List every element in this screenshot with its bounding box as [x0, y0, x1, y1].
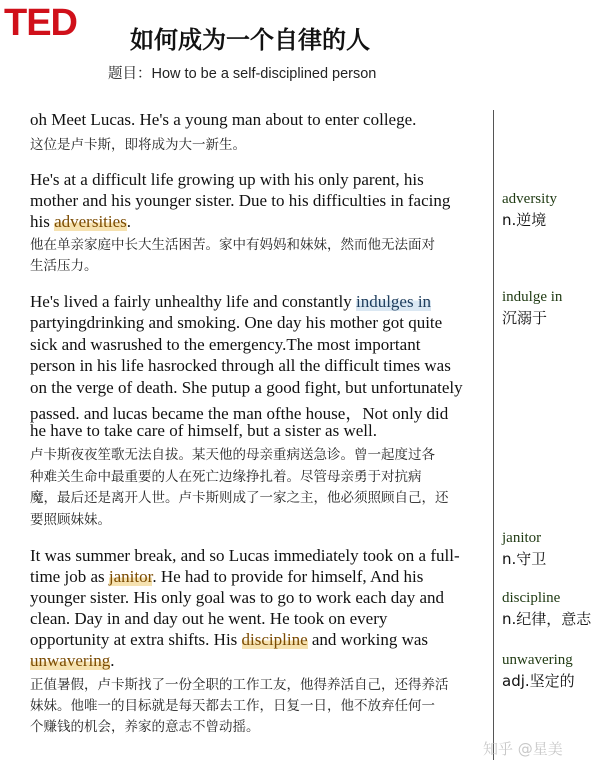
english-line: [30, 356, 451, 376]
vocab-definition: n.逆境: [502, 211, 547, 229]
chinese-translation-line: 他在单亲家庭中长大生活困苦。家中有妈妈和妹妹，然而他无法面对: [30, 237, 435, 253]
english-line: [30, 292, 431, 312]
text-segment: . He had to provide for himself, And his: [152, 567, 424, 586]
english-line: [30, 110, 416, 130]
english-line: [30, 546, 460, 566]
chinese-translation-line: 个赚钱的机会，养家的意志不曾动摇。: [30, 719, 260, 735]
text-segment: opportunity at extra shifts. His: [30, 630, 242, 649]
highlighted-vocab-word: adversities: [54, 212, 127, 231]
chinese-translation-line: 这位是卢卡斯，即将成为大一新生。: [30, 137, 246, 153]
english-line: [30, 567, 423, 587]
chinese-translation-line: 生活压力。: [30, 258, 98, 274]
text-segment: younger sister. His only goal was to go to work each day and: [30, 588, 445, 607]
column-divider: [493, 110, 494, 760]
vocab-definition: n.纪律，意志: [502, 610, 592, 628]
text-segment: .: [126, 212, 132, 231]
text-segment: .: [110, 651, 115, 670]
english-line: [30, 170, 424, 190]
vocab-definition: 沉溺于: [502, 309, 548, 327]
watermark: 知乎 @星美: [483, 740, 563, 758]
vocab-term: unwavering: [502, 652, 573, 668]
vocab-note: [502, 528, 546, 570]
highlighted-vocab-word: unwavering: [30, 651, 111, 670]
english-line: [30, 378, 463, 398]
text-segment: oh Meet Lucas. He's a young man about to enter college.: [30, 110, 417, 129]
text-segment: person in his life hasrocked through all the difficult times was: [30, 356, 451, 375]
highlighted-vocab-word: janitor: [108, 567, 153, 586]
text-segment: clean. Day in and day out he went. He took on every: [30, 609, 388, 628]
vocab-note: [502, 287, 562, 329]
text-segment: He's lived a fairly unhealthy life and constantly: [30, 292, 356, 311]
chinese-translation-line: 正值暑假，卢卡斯找了一份全职的工作工友，他得养活自己，还得养活: [30, 677, 449, 693]
chinese-translation-line: 卢卡斯夜夜笙歌无法自拔。某天他的母亲重病送急诊。曾一起度过各: [30, 447, 435, 463]
text-segment: passed. and lucas became the man ofthe house，Not only did: [30, 404, 449, 423]
text-segment: sick and wasrushed to the emergency.The most important: [30, 335, 421, 354]
text-segment: and working was: [307, 630, 429, 649]
vocab-note: [502, 588, 591, 630]
vocab-term: adversity: [502, 191, 557, 207]
english-line: [30, 651, 115, 671]
ted-logo: TED: [4, 2, 77, 44]
text-segment: on the verge of death. She putup a good fight, but unfortunately: [30, 378, 463, 397]
highlighted-vocab-word: discipline: [241, 630, 308, 649]
vocab-term: indulge in: [502, 289, 563, 305]
english-line: [30, 335, 420, 355]
text-segment: his: [30, 212, 55, 231]
vocab-definition: n.守卫: [502, 550, 547, 568]
english-line: [30, 212, 131, 232]
text-segment: time job as: [30, 567, 109, 586]
chinese-translation-line: 妹妹。他唯一的目标就是每天都去工作，日复一日，他不放弃任何一: [30, 698, 435, 714]
page-title: 如何成为一个自律的人: [130, 26, 370, 54]
chinese-translation-line: 魔，最后还是离开人世。卢卡斯则成了一家之主，他必须照顾自己，还: [30, 490, 449, 506]
chinese-translation-line: 种难关生命中最重要的人在死亡边缘挣扎着。尽管母亲勇于对抗病: [30, 469, 422, 485]
text-segment: mother and his younger sister. Due to his difficulties in facing: [30, 191, 451, 210]
english-line: [30, 588, 444, 608]
text-segment: He's at a difficult life growing up with his only parent, his: [30, 170, 424, 189]
text-segment: partyingdrinking and smoking. One day his mother got quite: [30, 313, 443, 332]
vocab-note: [502, 650, 575, 692]
english-line: [30, 313, 442, 333]
english-line: [30, 191, 450, 211]
english-line: [30, 630, 428, 650]
english-line: [30, 421, 377, 441]
page-subtitle: 题目：How to be a self-disciplined person: [108, 66, 377, 82]
english-line: [30, 609, 387, 629]
chinese-translation-line: 要照顾妹妹。: [30, 512, 111, 528]
vocab-term: janitor: [502, 530, 542, 546]
vocab-definition: adj.坚定的: [502, 672, 575, 690]
highlighted-vocab-word: indulges in: [355, 292, 432, 311]
vocab-term: discipline: [502, 590, 561, 606]
text-segment: It was summer break, and so Lucas immediately took on a full-: [30, 546, 460, 565]
vocab-note: [502, 189, 557, 231]
text-segment: he have to take care of himself, but a sister as well.: [30, 421, 377, 440]
